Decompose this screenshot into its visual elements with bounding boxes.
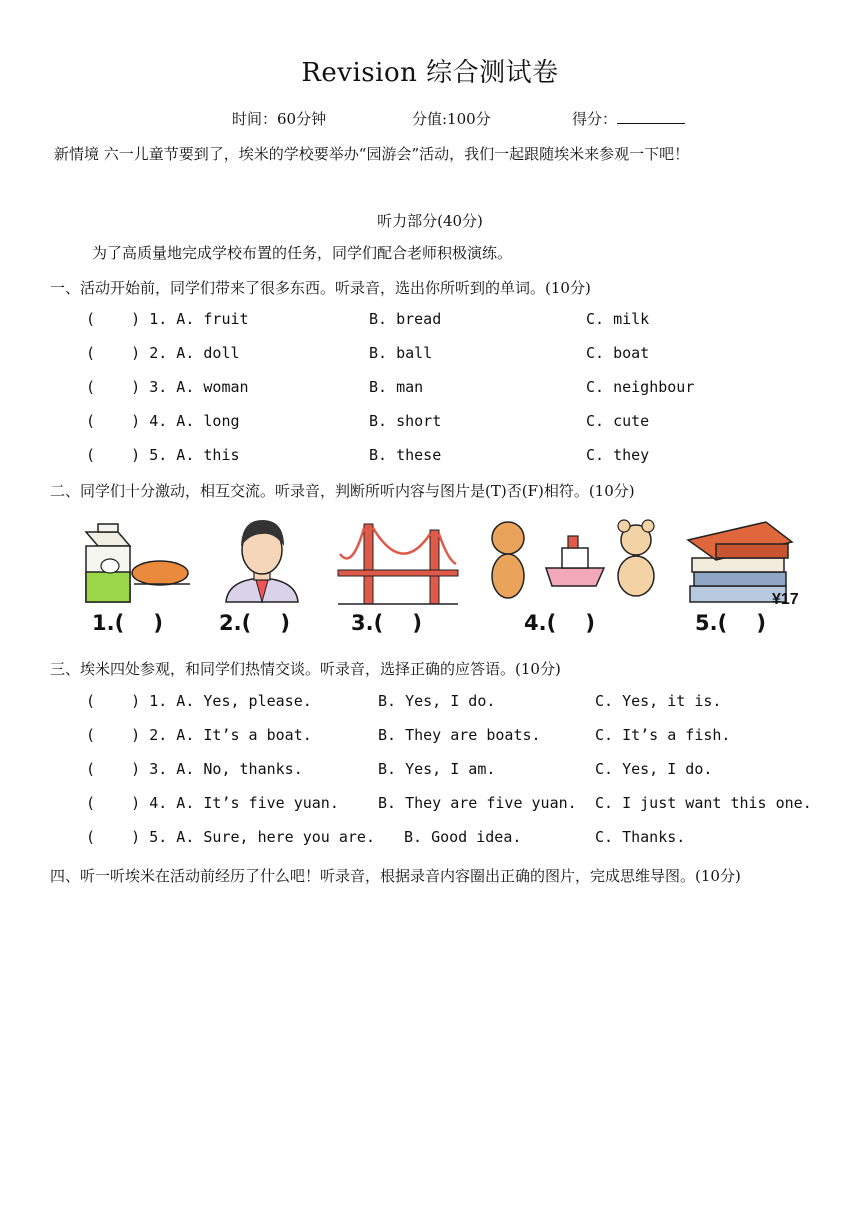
score-blank[interactable]: [617, 109, 685, 124]
list-item[interactable]: ( ) 2. A. It’s a boat. B. They are boats. C. It’s a fish.: [86, 726, 731, 744]
list-item[interactable]: ( ) 3. A. woman B. man C. neighbour: [86, 378, 695, 396]
score-total: 分值:100分: [412, 110, 491, 128]
price-tag: ¥17: [772, 591, 799, 608]
scenario-text: 新情境 六一儿童节要到了，埃米的学校要举办“园游会”活动，我们一起跟随埃米来参观一下吧！: [54, 145, 690, 163]
section1-list: [0, 310, 860, 480]
bridge-icon: [338, 524, 458, 604]
list-item[interactable]: ( ) 4. A. It’s five yuan. B. They are five yuan. C. I just want this one.: [86, 794, 812, 812]
time-info: 时间：60分钟: [232, 110, 327, 128]
list-item[interactable]: ( ) 1. A. Yes, please. B. Yes, I do. C. Yes, it is.: [86, 692, 722, 710]
listening-intro: 为了高质量地完成学校布置的任务，同学们配合老师积极演练。: [92, 244, 513, 262]
picture-label-4[interactable]: 4.( ): [524, 611, 596, 635]
picture-label-5[interactable]: 5.( ): [695, 611, 767, 635]
toys-icon: [492, 520, 654, 598]
man-icon: [226, 520, 298, 602]
list-item[interactable]: ( ) 4. A. long B. short C. cute: [86, 412, 650, 430]
list-item[interactable]: ( ) 1. A. fruit B. bread C. milk: [86, 310, 650, 328]
section4-heading: 四、听一听埃米在活动前经历了什么吧！听录音，根据录音内容圈出正确的图片，完成思维导图。(10分): [50, 867, 741, 885]
section1-heading: 一、活动开始前，同学们带来了很多东西。听录音，选出你所听到的单词。(10分): [50, 279, 591, 297]
score-label: 得分：: [572, 110, 618, 128]
section3-list: [0, 692, 860, 862]
section2-heading: 二、同学们十分激动，相互交流。听录音，判断所听内容与图片是(T)否(F)相符。(10分): [50, 482, 635, 500]
list-item[interactable]: ( ) 5. A. this B. these C. they: [86, 446, 650, 464]
books-icon: [688, 522, 799, 608]
list-item[interactable]: ( ) 5. A. Sure, here you are. B. Good idea. C. Thanks.: [86, 828, 686, 846]
picture-label-1[interactable]: 1.( ): [92, 611, 164, 635]
page-title: Revision 综合测试卷: [301, 58, 559, 88]
score-field[interactable]: [572, 108, 685, 129]
list-item[interactable]: ( ) 2. A. doll B. ball C. boat: [86, 344, 650, 362]
listening-header: 听力部分(40分): [377, 212, 483, 230]
milk-bread-icon: [86, 524, 190, 602]
picture-label-3[interactable]: 3.( ): [351, 611, 423, 635]
list-item[interactable]: ( ) 3. A. No, thanks. B. Yes, I am. C. Yes, I do.: [86, 760, 713, 778]
picture-label-2[interactable]: 2.( ): [219, 611, 291, 635]
section3-heading: 三、埃米四处参观，和同学们热情交谈。听录音，选择正确的应答语。(10分): [50, 660, 561, 678]
